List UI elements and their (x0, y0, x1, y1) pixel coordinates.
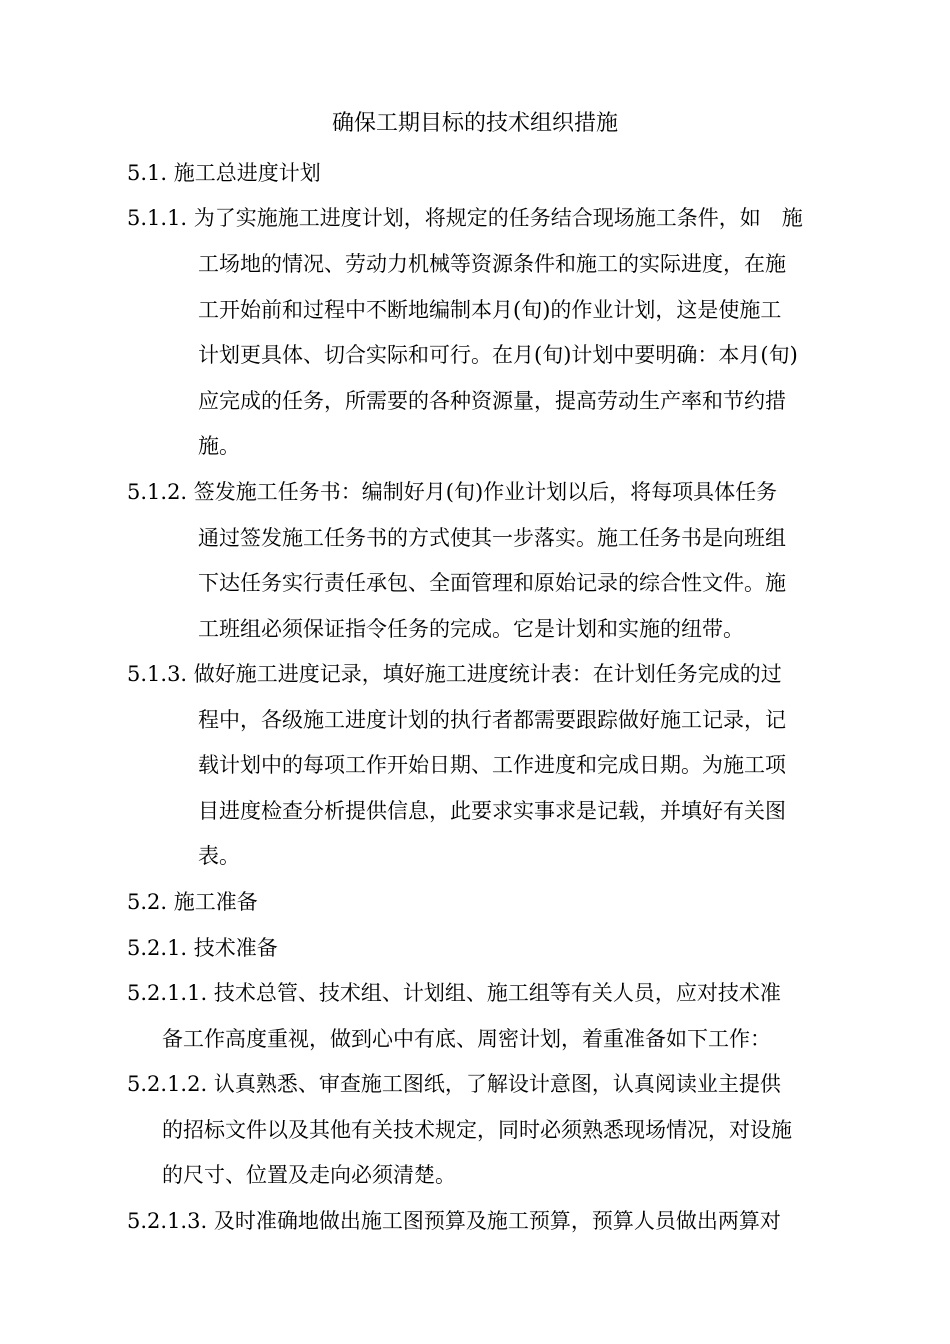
paragraph-5-1-1-line-1: 5.1.1. 为了实施施工进度计划，将规定的任务结合现场施工条件，如 施 (127, 206, 803, 230)
paragraph-5-1-3-line-4: 目进度检查分析提供信息，此要求实事求是记载，并填好有关图 (198, 799, 786, 823)
heading-5-2-1: 5.2.1. 技术准备 (127, 936, 278, 960)
paragraph-5-2-1-3-line-1: 5.2.1.3. 及时准确地做出施工图预算及施工预算，预算人员做出两算对 (127, 1209, 781, 1233)
paragraph-5-1-3-line-3: 载计划中的每项工作开始日期、工作进度和完成日期。为施工项 (198, 753, 786, 777)
paragraph-5-1-2-line-3: 下达任务实行责任承包、全面管理和原始记录的综合性文件。施 (198, 571, 786, 595)
heading-5-1: 5.1. 施工总进度计划 (127, 161, 321, 185)
paragraph-5-1-2-line-1: 5.1.2. 签发施工任务书：编制好月(旬)作业计划以后，将每项具体任务 (127, 480, 778, 504)
paragraph-5-1-3-line-1: 5.1.3. 做好施工进度记录，填好施工进度统计表：在计划任务完成的过 (127, 662, 782, 686)
paragraph-5-2-1-1-line-1: 5.2.1.1. 技术总管、技术组、计划组、施工组等有关人员，应对技术准 (127, 981, 781, 1005)
paragraph-5-2-1-1-line-2: 备工作高度重视，做到心中有底、周密计划，着重准备如下工作： (162, 1027, 771, 1051)
paragraph-5-1-1-line-4: 计划更具体、切合实际和可行。在月(旬)计划中要明确：本月(旬) (198, 343, 798, 367)
paragraph-5-1-2-line-4: 工班组必须保证指令任务的完成。它是计划和实施的纽带。 (198, 617, 744, 641)
document-title: 确保工期目标的技术组织措施 (331, 111, 618, 136)
paragraph-5-1-3-line-5: 表。 (198, 844, 240, 868)
paragraph-5-2-1-2-line-1: 5.2.1.2. 认真熟悉、审查施工图纸，了解设计意图，认真阅读业主提供 (127, 1072, 781, 1096)
paragraph-5-1-1-line-6: 施。 (198, 434, 240, 458)
paragraph-5-1-1-line-3: 工开始前和过程中不断地编制本月(旬)的作业计划，这是使施工 (198, 298, 782, 322)
heading-5-2: 5.2. 施工准备 (127, 890, 258, 914)
paragraph-5-2-1-2-line-2: 的招标文件以及其他有关技术规定，同时必须熟悉现场情况，对设施 (162, 1118, 792, 1142)
paragraph-5-1-1-line-2: 工场地的情况、劳动力机械等资源条件和施工的实际进度，在施 (198, 252, 786, 276)
paragraph-5-2-1-2-line-3: 的尺寸、位置及走向必须清楚。 (162, 1163, 456, 1187)
paragraph-5-1-3-line-2: 程中，各级施工进度计划的执行者都需要跟踪做好施工记录，记 (198, 708, 786, 732)
paragraph-5-1-2-line-2: 通过签发施工任务书的方式使其一步落实。施工任务书是向班组 (198, 526, 786, 550)
paragraph-5-1-1-line-5: 应完成的任务，所需要的各种资源量，提高劳动生产率和节约措 (198, 389, 786, 413)
